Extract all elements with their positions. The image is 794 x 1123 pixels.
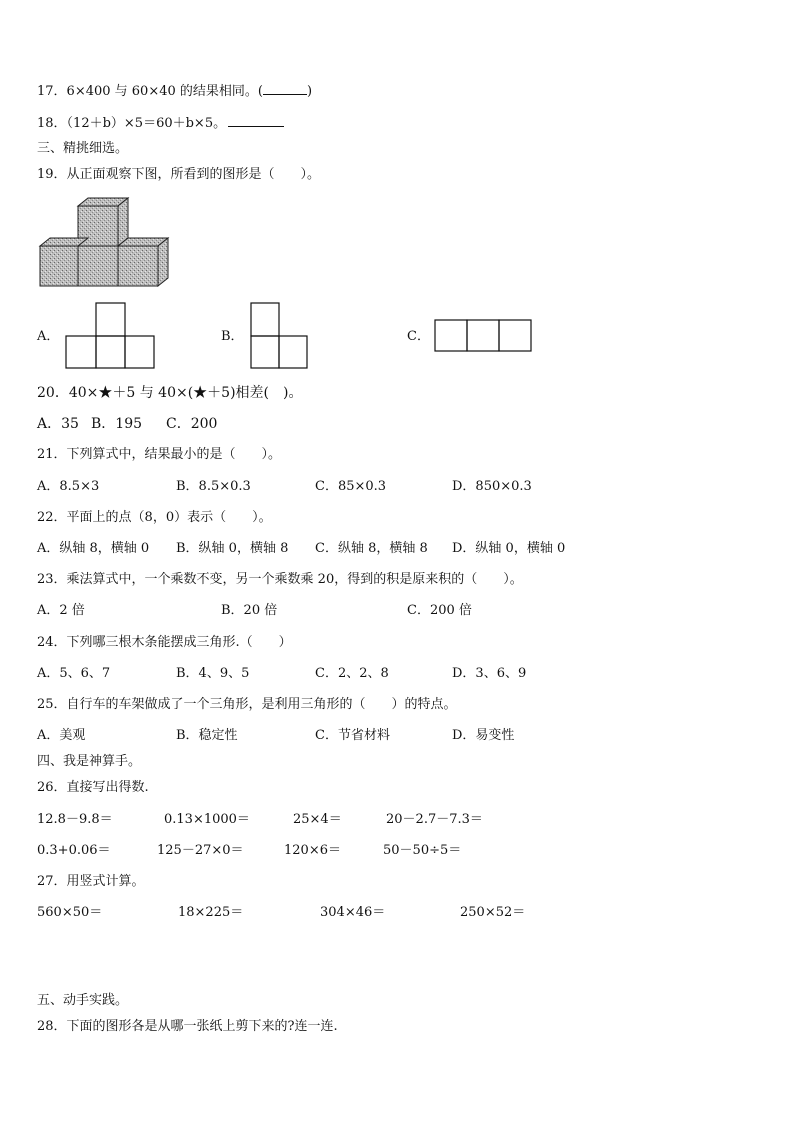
stacked-cubes-icon	[38, 194, 172, 290]
section-4-title: 四、我是神算手。	[37, 754, 142, 769]
question-17	[37, 82, 312, 101]
q26-row1-item-3[interactable]: 25×4＝	[293, 812, 342, 827]
q22-option-b[interactable]: B．纵轴 0，横轴 8	[176, 541, 289, 556]
question-21-stem: 21．下列算式中，结果最小的是（ ）。	[37, 447, 282, 462]
q26-row2-item-4[interactable]: 50－50÷5＝	[383, 843, 462, 858]
q20-option-b[interactable]: B．195	[91, 416, 143, 432]
q17-text: 17．6×400 与 60×40 的结果相同。(	[37, 84, 263, 99]
section-3-title: 三、精挑细选。	[37, 141, 129, 156]
question-19-stem: 19．从正面观察下图，所看到的图形是（ ）。	[37, 167, 321, 182]
q23-option-c[interactable]: C．200 倍	[407, 603, 472, 618]
q25-option-a[interactable]: A．美观	[37, 728, 86, 743]
q26-row2-item-3[interactable]: 120×6＝	[284, 843, 341, 858]
q26-row2-item-1[interactable]: 0.3+0.06＝	[37, 843, 111, 858]
question-27-stem: 27．用竖式计算。	[37, 874, 145, 889]
q19-option-c-label[interactable]: C．	[407, 329, 430, 344]
q25-option-d[interactable]: D．易变性	[452, 728, 515, 743]
question-20-stem: 20．40×★＋5 与 40×(★＋5)相差( )。	[37, 385, 303, 401]
q20-option-c[interactable]: C．200	[166, 416, 218, 432]
q19-option-b-label[interactable]: B．	[221, 329, 244, 344]
q19-option-c-figure	[433, 319, 533, 353]
q19-option-b-figure	[249, 302, 309, 370]
q27-item-1[interactable]: 560×50＝	[37, 905, 103, 920]
question-23-stem: 23．乘法算式中，一个乘数不变，另一个乘数乘 20，得到的积是原来积的（ ）。	[37, 572, 523, 587]
q25-option-b[interactable]: B．稳定性	[176, 728, 238, 743]
q18-answer-blank[interactable]	[228, 114, 284, 127]
q26-row1-item-1[interactable]: 12.8－9.8＝	[37, 812, 113, 827]
q21-option-b[interactable]: B．8.5×0.3	[176, 479, 251, 494]
q27-item-3[interactable]: 304×46＝	[320, 905, 386, 920]
question-25-stem: 25．自行车的车架做成了一个三角形，是利用三角形的（ ）的特点。	[37, 697, 457, 712]
q17-answer-blank[interactable]	[263, 82, 307, 95]
q22-option-a[interactable]: A．纵轴 8，横轴 0	[37, 541, 150, 556]
q26-row1-item-4[interactable]: 20－2.7－7.3＝	[386, 812, 483, 827]
q22-option-c[interactable]: C．纵轴 8，横轴 8	[315, 541, 428, 556]
q24-option-c[interactable]: C．2、2、8	[315, 666, 389, 681]
question-24-stem: 24．下列哪三根木条能摆成三角形.（ ）	[37, 635, 292, 650]
q18-text: 18．（12＋b）×5＝60＋b×5。	[37, 116, 227, 131]
q27-item-2[interactable]: 18×225＝	[178, 905, 244, 920]
q21-option-a[interactable]: A．8.5×3	[37, 479, 100, 494]
question-18	[37, 114, 284, 133]
q24-option-b[interactable]: B．4、9、5	[176, 666, 250, 681]
q24-option-d[interactable]: D．3、6、9	[452, 666, 527, 681]
q19-option-a-figure	[64, 302, 154, 370]
q17-close: )	[306, 84, 313, 99]
q22-option-d[interactable]: D．纵轴 0，横轴 0	[452, 541, 566, 556]
q27-item-4[interactable]: 250×52＝	[460, 905, 526, 920]
q21-option-c[interactable]: C．85×0.3	[315, 479, 387, 494]
question-28-stem: 28．下面的图形各是从哪一张纸上剪下来的?连一连.	[37, 1019, 338, 1034]
question-26-stem: 26．直接写出得数.	[37, 780, 149, 795]
section-5-title: 五、动手实践。	[37, 993, 129, 1008]
q26-row1-item-2[interactable]: 0.13×1000＝	[164, 812, 250, 827]
q25-option-c[interactable]: C．节省材料	[315, 728, 390, 743]
q19-option-a-label[interactable]: A．	[37, 329, 60, 344]
q24-option-a[interactable]: A．5、6、7	[37, 666, 111, 681]
question-22-stem: 22．平面上的点（8，0）表示（ ）。	[37, 510, 272, 525]
q20-option-a[interactable]: A．35	[37, 416, 79, 432]
q21-option-d[interactable]: D．850×0.3	[452, 479, 532, 494]
q23-option-a[interactable]: A．2 倍	[37, 603, 85, 618]
q23-option-b[interactable]: B．20 倍	[221, 603, 278, 618]
q26-row2-item-2[interactable]: 125－27×0＝	[157, 843, 244, 858]
